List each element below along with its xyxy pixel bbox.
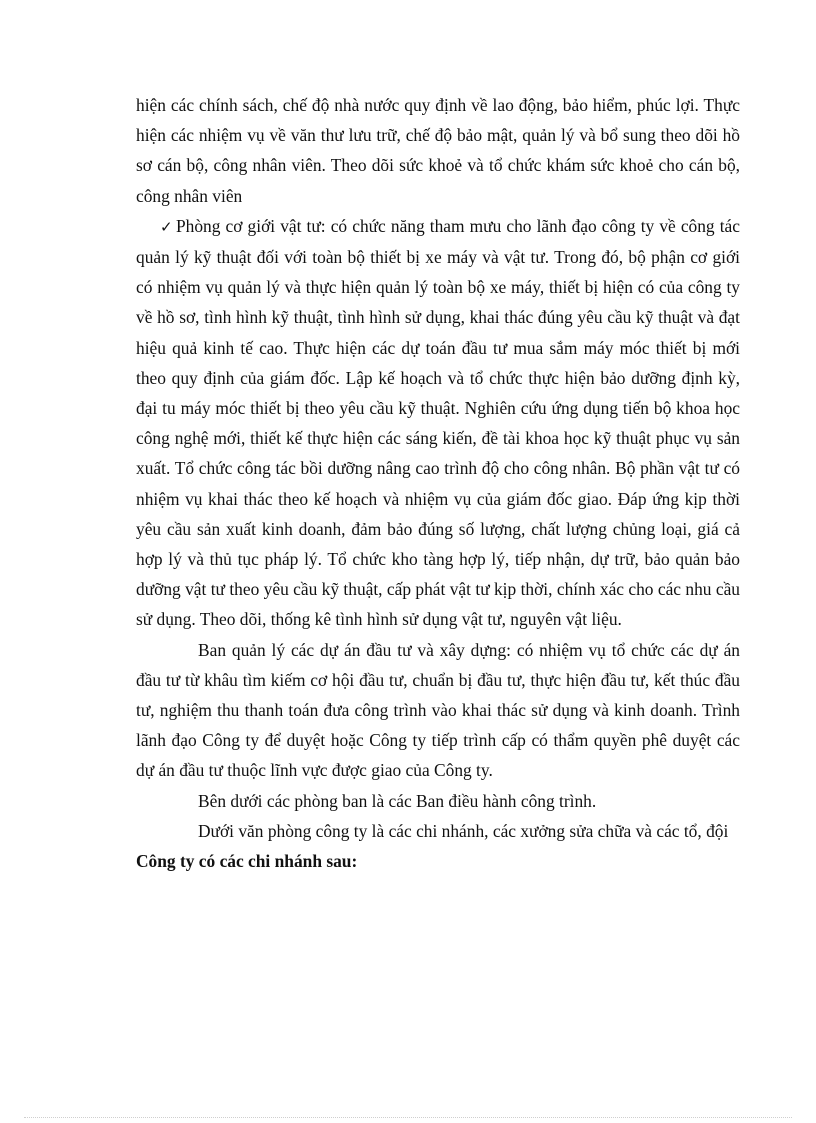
paragraph-equipment-materials-dept: [136, 211, 740, 635]
paragraph-personnel-duties: hiện các chính sách, chế độ nhà nước quy định về lao động, bảo hiểm, phúc lợi. Thực hiện các nhiệm vụ về văn thư lưu trữ, chế độ bảo mật, quản lý và bổ sung theo dõi hồ sơ cán bộ, công nhân viên. Theo dõi sức khoẻ và tổ chức khám sức khoẻ cho cán bộ, công nhân viên: [136, 95, 740, 206]
paragraph-investment-projects-board: Ban quản lý các dự án đầu tư và xây dựng: có nhiệm vụ tổ chức các dự án đầu tư từ khâu tìm kiếm cơ hội đầu tư, chuẩn bị đầu tư, thực hiện đầu tư, kết thúc đầu tư, nghiệm thu thanh toán đưa công trình vào khai thác sử dụng và kinh doanh. Trình lãnh đạo Công ty để duyệt hoặc Công ty tiếp trình cấp có thẩm quyền phê duyệt các dự án đầu tư thuộc lĩnh vực được giao của Công ty.: [136, 639, 740, 781]
page-bottom-divider: [24, 1117, 792, 1118]
paragraph-construction-boards: Bên dưới các phòng ban là các Ban điều hành công trình.: [198, 790, 597, 811]
document-page: [136, 90, 740, 876]
checkmark-bullet-icon: ✓: [160, 217, 173, 236]
paragraph-branches-workshops: Dưới văn phòng công ty là các chi nhánh, các xưởng sửa chữa và các tổ, đội: [198, 820, 729, 841]
section-heading-branches: Công ty có các chi nhánh sau:: [136, 851, 358, 872]
paragraph-equipment-materials-text: Phòng cơ giới vật tư: có chức năng tham mưu cho lãnh đạo công ty về công tác quản lý kỹ thuật đối với toàn bộ thiết bị xe máy và vật tư. Trong đó, bộ phận cơ giới có nhiệm vụ quản lý và thực hiện quản lý toàn bộ xe máy, thiết bị hiện có của công ty về hồ sơ, tình hình kỹ thuật, tình hình sử dụng, khai thác đúng yêu cầu kỹ thuật và đạt hiệu quả kinh tế cao. Thực hiện các dự toán đầu tư mua sắm máy móc thiết bị mới theo quy định của giám đốc. Lập kế hoạch và tổ chức thực hiện bảo dưỡng định kỳ, đại tu máy móc thiết bị theo yêu cầu kỹ thuật. Nghiên cứu ứng dụng tiến bộ khoa học công nghệ mới, thiết kế thực hiện các sáng kiến, đề tài khoa học kỹ thuật phục vụ sản xuất. Tổ chức công tác bồi dưỡng nâng cao trình độ cho công nhân. Bộ phần vật tư có nhiệm vụ khai thác theo kế hoạch và nhiệm vụ của giám đốc giao. Đáp ứng kịp thời yêu cầu sản xuất kinh doanh, đảm bảo đúng số lượng, chất lượng chủng loại, giá cả hợp lý và thủ tục pháp lý. Tổ chức kho tàng hợp lý, tiếp nhận, dự trữ, bảo quản bảo dưỡng vật tư theo yêu cầu kỹ thuật, cấp phát vật tư kịp thời, chính xác cho các nhu cầu sử dụng. Theo dõi, thống kê tình hình sử dụng vật tư, nguyên vật liệu.: [136, 215, 740, 630]
